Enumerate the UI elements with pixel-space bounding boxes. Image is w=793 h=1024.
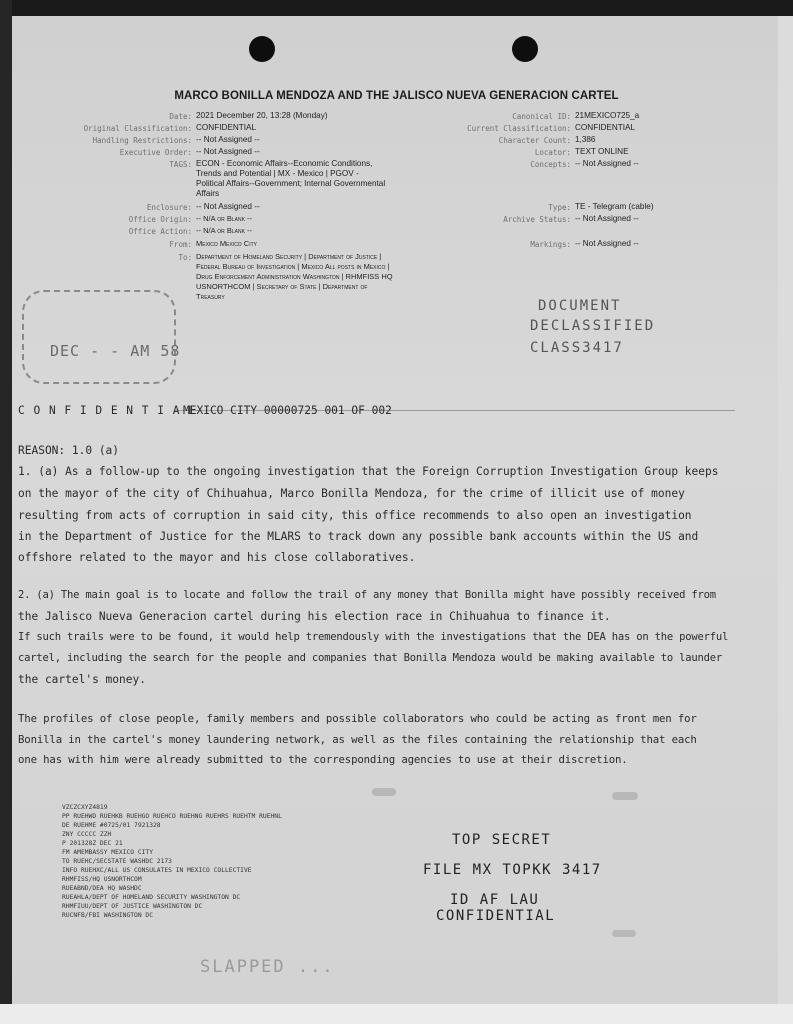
meta-label-from: From: — [169, 240, 192, 249]
meta-value-tags: ECON - Economic Affairs--Economic Conditions, Trends and Potential | MX - Mexico | PGOV - Political Affairs--Government; Internal Governmental Affairs — [196, 159, 386, 198]
meta-value-date: 2021 December 20, 13:28 (Monday) — [196, 111, 328, 120]
paragraph-1-line: 1. (a) As a follow-up to the ongoing investigation that the Foreign Corruption Investigation Group keeps — [18, 465, 719, 478]
paragraph-2-line: 2. (a) The main goal is to locate and follow the trail of any money that Bonilla might have possibly received from — [18, 589, 716, 601]
scan-bottom-edge — [0, 1004, 793, 1024]
received-stamp-frame — [22, 290, 176, 384]
paragraph-3-line: one has with him were already submitted to the corresponding agencies to use at their discretion. — [18, 753, 628, 766]
meta-label-office-action: Office Action: — [128, 227, 192, 236]
paragraph-2-line: If such trails were to be found, it would help tremendously with the investigations that the DEA has on the powerful — [18, 631, 729, 643]
paragraph-1-line: offshore related to the mayor and his close collaboratives. — [18, 551, 416, 564]
routing-line: ZNY CCCCC ZZH — [62, 831, 112, 838]
meta-label-handling-restrictions: Handling Restrictions: — [92, 136, 192, 145]
paragraph-1-line: on the mayor of the city of Chihuahua, Marco Bonilla Mendoza, for the crime of illicit use of money — [18, 487, 685, 500]
meta-value-original-classification: CONFIDENTIAL — [196, 123, 257, 132]
meta-label-date: Date: — [169, 112, 192, 121]
punch-hole-right — [512, 36, 538, 62]
meta-label-concepts: Concepts: — [530, 160, 571, 169]
meta-label-archive-status: Archive Status: — [503, 215, 571, 224]
meta-value-type: TE - Telegram (cable) — [575, 202, 654, 211]
document-title: MARCO BONILLA MENDOZA AND THE JALISCO NUEVA GENERACION CARTEL — [174, 90, 619, 102]
routing-line: FM AMEMBASSY MEXICO CITY — [62, 849, 153, 856]
meta-label-original-classification: Original Classification: — [83, 124, 192, 133]
paragraph-2-line: cartel, including the search for the people and companies that Bonilla Mendoza would be making available to launder — [18, 652, 722, 664]
meta-value-enclosure: -- Not Assigned -- — [196, 202, 260, 211]
routing-line: P 201328Z DEC 21 — [62, 840, 123, 847]
routing-line: RUEAHLA/DEPT OF HOMELAND SECURITY WASHINGTON DC — [62, 894, 241, 901]
routing-line: RUEABND/DEA HQ WASHDC — [62, 885, 142, 892]
declass-stamp-line3: CLASS3417 — [530, 340, 624, 356]
meta-value-handling-restrictions: -- Not Assigned -- — [196, 135, 260, 144]
meta-value-markings: -- Not Assigned -- — [575, 239, 639, 248]
meta-value-archive-status: -- Not Assigned -- — [575, 214, 639, 223]
declass-stamp-line2: DECLASSIFIED — [530, 318, 656, 334]
typed-file-reference: FILE MX TOPKK 3417 — [423, 862, 602, 878]
classification-marking: C O N F I D E N T I A L — [18, 404, 196, 417]
paragraph-1-line: in the Department of Justice for the MLARS to track down any possible bank accounts within the US and — [18, 530, 699, 543]
scan-smudge — [612, 792, 638, 800]
meta-label-tags: TAGS: — [169, 160, 192, 169]
typed-top-secret: TOP SECRET — [452, 832, 552, 848]
meta-label-type: Type: — [548, 203, 571, 212]
meta-value-to: Department of Homeland Security | Department of Justice | Federal Bureau of Investigation | Mexico All posts in Mexico | Drug Enforcement Administration Washington | RHMFISS HQ USNORTHCOM | Secretary of State | Department of Treasury — [196, 252, 393, 301]
scan-smudge — [372, 788, 396, 796]
paragraph-1-line: resulting from acts of corruption in said city, this office recommends to also open an investigation — [18, 509, 692, 522]
routing-line: RHMFIUU/DEPT OF JUSTICE WASHINGTON DC — [62, 903, 203, 910]
routing-line: PP RUEHWD RUEHKB RUEHGO RUEHCO RUEHNG RUEHRS RUEHTM RUEHNL — [62, 813, 282, 820]
footer-stamp: SLAPPED ... — [200, 957, 335, 977]
routing-line: VZCZCXYZ4819 — [62, 804, 108, 811]
meta-label-canonical-id: Canonical ID: — [512, 112, 571, 121]
typed-confidential: CONFIDENTIAL — [436, 908, 556, 924]
scan-left-border — [0, 0, 12, 1024]
scan-smudge — [612, 930, 636, 937]
meta-value-canonical-id: 21MEXICO725_a — [575, 111, 640, 120]
meta-label-locator: Locator: — [534, 148, 571, 157]
cable-reference: MEXICO CITY 00000725 001 OF 002 — [183, 404, 392, 417]
scan-top-border — [0, 0, 793, 16]
meta-value-locator: TEXT ONLINE — [575, 147, 629, 156]
meta-label-to: To: — [178, 253, 192, 262]
meta-value-current-classification: CONFIDENTIAL — [575, 123, 636, 132]
typed-id-line: ID AF LAU — [450, 892, 540, 908]
routing-line: INFO RUEHXC/ALL US CONSULATES IN MEXICO COLLECTIVE — [62, 867, 252, 874]
reason-line: REASON: 1.0 (a) — [18, 444, 120, 457]
routing-line: DE RUEHME #0725/01 7921328 — [62, 822, 161, 829]
routing-line: RHMFISS/HQ USNORTHCOM — [62, 876, 142, 883]
meta-value-character-count: 1,386 — [575, 135, 596, 144]
meta-label-executive-order: Executive Order: — [119, 148, 192, 157]
meta-value-concepts: -- Not Assigned -- — [575, 159, 639, 168]
meta-label-character-count: Character Count: — [498, 136, 571, 145]
meta-label-markings: Markings: — [530, 240, 571, 249]
paragraph-2-line: the Jalisco Nueva Generacion cartel during his election race in Chihuahua to finance it. — [18, 610, 611, 623]
meta-value-office-origin: -- N/A or Blank -- — [196, 214, 252, 223]
meta-label-enclosure: Enclosure: — [146, 203, 192, 212]
paragraph-3-line: The profiles of close people, family members and possible collaborators who could be acting as front men for — [18, 712, 697, 725]
meta-value-from: Mexico Mexico City — [196, 239, 257, 248]
declass-stamp-line1: DOCUMENT — [538, 298, 622, 314]
routing-line: RUCNFB/FBI WASHINGTON DC — [62, 912, 153, 919]
meta-label-office-origin: Office Origin: — [128, 215, 192, 224]
paragraph-2-line: the cartel's money. — [18, 673, 146, 686]
meta-value-executive-order: -- Not Assigned -- — [196, 147, 260, 156]
paragraph-3-line: Bonilla in the cartel's money laundering network, as well as the files containing the relationship that each — [18, 733, 697, 746]
routing-line: TO RUEHC/SECSTATE WASHDC 2173 — [62, 858, 172, 865]
punch-hole-left — [249, 36, 275, 62]
received-stamp-date: DEC - - AM 58 — [50, 342, 181, 360]
meta-label-current-classification: Current Classification: — [467, 124, 571, 133]
meta-value-office-action: -- N/A or Blank -- — [196, 226, 252, 235]
